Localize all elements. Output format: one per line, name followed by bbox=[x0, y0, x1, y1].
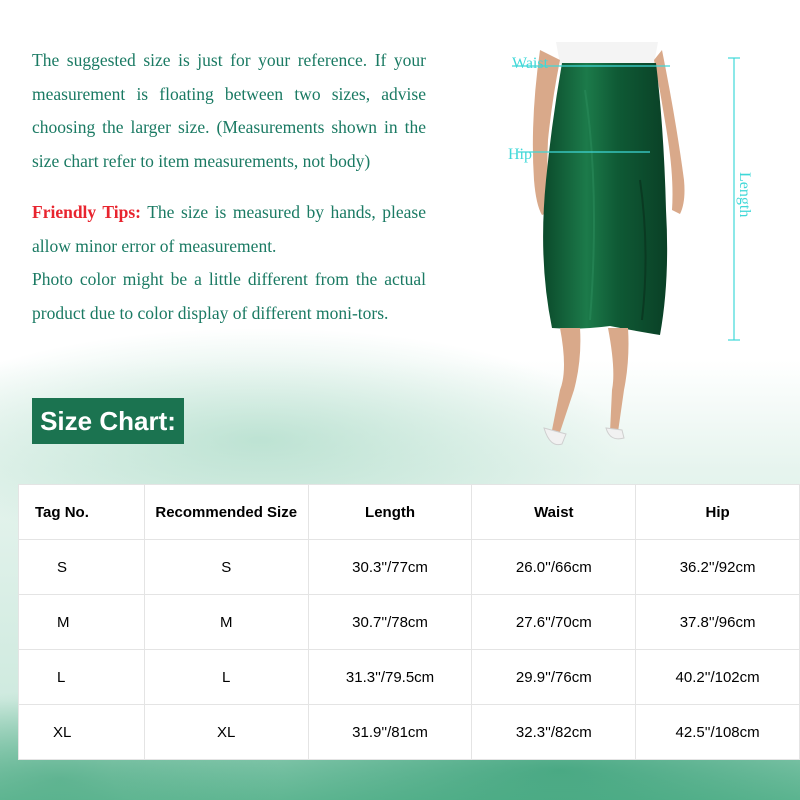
cell-waist: 29.9''/76cm bbox=[472, 650, 636, 705]
table-row bbox=[19, 705, 800, 760]
cell-tag: L bbox=[19, 650, 145, 705]
cell-hip: 40.2''/102cm bbox=[636, 650, 800, 705]
photo-color-paragraph: Photo color might be a little different from the actual product due to color display of different moni-tors. bbox=[32, 269, 426, 323]
waist-label: Waist bbox=[512, 55, 549, 72]
cell-recommended-size: L bbox=[144, 650, 308, 705]
cell-length: 31.9''/81cm bbox=[308, 705, 472, 760]
header-waist: Waist bbox=[472, 485, 636, 540]
table-header-row bbox=[19, 485, 800, 540]
cell-length: 30.7''/78cm bbox=[308, 595, 472, 650]
cell-waist: 27.6''/70cm bbox=[472, 595, 636, 650]
intro-text bbox=[32, 44, 426, 330]
model-left-shoe bbox=[544, 428, 566, 445]
header-tag-no: Tag No. bbox=[19, 485, 145, 540]
friendly-tips-paragraph bbox=[32, 196, 426, 263]
table-row bbox=[19, 540, 800, 595]
header-length: Length bbox=[308, 485, 472, 540]
product-photo bbox=[490, 30, 780, 470]
header-recommended-size: Recommended Size bbox=[144, 485, 308, 540]
friendly-tips-text: The size is measured by hands, please allow minor error of measurement. bbox=[32, 202, 427, 256]
table-row bbox=[19, 650, 800, 705]
cell-hip: 36.2''/92cm bbox=[636, 540, 800, 595]
cell-hip: 37.8''/96cm bbox=[636, 595, 800, 650]
cell-recommended-size: S bbox=[144, 540, 308, 595]
size-chart-title: Size Chart: bbox=[32, 398, 184, 444]
table-row bbox=[19, 595, 800, 650]
size-advice-paragraph: The suggested size is just for your reference. If your measurement is floating between two sizes, advise choosing the larger size. (Measurements shown in the size chart refer to item measurements, not body) bbox=[32, 50, 426, 171]
friendly-tips-label: Friendly Tips: bbox=[32, 202, 141, 222]
cell-waist: 32.3''/82cm bbox=[472, 705, 636, 760]
cell-tag: M bbox=[19, 595, 145, 650]
model-right-leg bbox=[608, 328, 629, 432]
skirt-measurement-diagram bbox=[490, 30, 780, 470]
cell-waist: 26.0''/66cm bbox=[472, 540, 636, 595]
cell-length: 30.3''/77cm bbox=[308, 540, 472, 595]
cell-hip: 42.5''/108cm bbox=[636, 705, 800, 760]
length-label: Length bbox=[736, 172, 753, 218]
model-right-shoe bbox=[606, 428, 624, 439]
cell-length: 31.3''/79.5cm bbox=[308, 650, 472, 705]
hip-label: Hip bbox=[508, 146, 532, 163]
header-hip: Hip bbox=[636, 485, 800, 540]
cell-recommended-size: M bbox=[144, 595, 308, 650]
model-top bbox=[556, 42, 658, 64]
size-chart-table bbox=[18, 484, 800, 760]
cell-tag: S bbox=[19, 540, 145, 595]
skirt bbox=[543, 63, 667, 335]
cell-recommended-size: XL bbox=[144, 705, 308, 760]
model-left-leg bbox=[552, 328, 580, 432]
cell-tag: XL bbox=[19, 705, 145, 760]
